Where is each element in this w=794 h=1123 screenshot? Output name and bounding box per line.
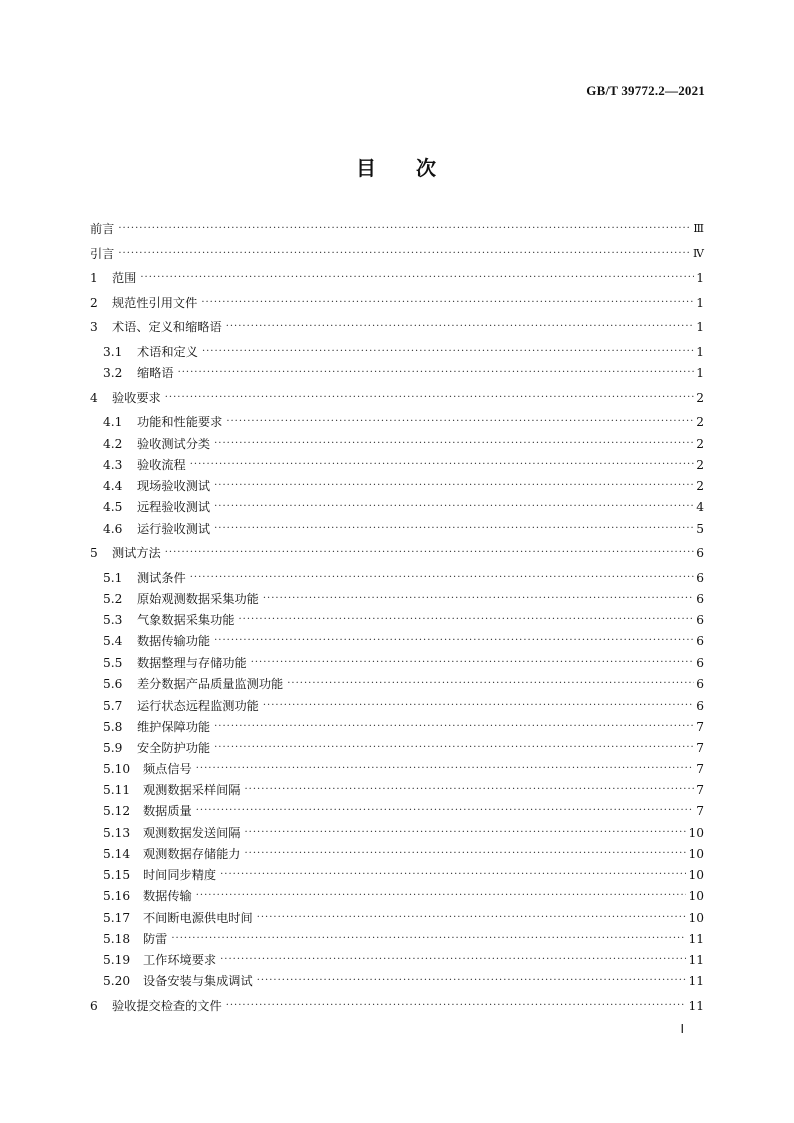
toc-entry-page: 7: [696, 719, 704, 734]
toc-entry[interactable]: [90, 996, 704, 1016]
toc-entry-number: 3.1: [103, 344, 123, 359]
toc-entry-page: 6: [696, 655, 704, 670]
toc-entry-title: 观测数据存储能力: [143, 846, 241, 861]
toc-entry[interactable]: [90, 268, 704, 288]
toc-entry-title: 规范性引用文件: [112, 295, 198, 310]
toc-entry[interactable]: [90, 653, 704, 673]
toc-dot-leader: [190, 568, 694, 588]
toc-entry-number: 4.3: [103, 458, 123, 472]
toc-entry-page: 10: [688, 825, 704, 840]
toc-entry-title: 前言: [90, 222, 115, 236]
toc-entry[interactable]: [90, 780, 704, 800]
toc-entry-page: 1: [696, 320, 704, 334]
toc-entry-page: 10: [688, 910, 704, 925]
toc-entry-number: 5.3: [103, 613, 123, 627]
page-number: Ⅰ: [680, 1022, 684, 1036]
toc-entry[interactable]: [90, 455, 704, 475]
toc-entry-page: 6: [696, 592, 704, 606]
toc-dot-leader: [263, 696, 694, 716]
toc-dot-leader: [214, 434, 694, 454]
toc-entry[interactable]: [90, 908, 704, 928]
toc-entry-number: 5.2: [103, 592, 123, 606]
toc-entry-title: 维护保障功能: [137, 719, 211, 734]
toc-entry-number: 1: [90, 271, 98, 285]
toc-entry[interactable]: [90, 696, 704, 716]
toc-entry-page: 6: [696, 613, 704, 627]
toc-entry[interactable]: [90, 434, 704, 454]
toc-entry-number: 5.8: [103, 719, 123, 734]
toc-entry-page: 7: [696, 783, 704, 797]
toc-entry[interactable]: [90, 801, 704, 821]
toc-dot-leader: [196, 759, 694, 779]
toc-entry-number: 4.2: [103, 436, 123, 451]
toc-entry-number: 5.12: [103, 804, 131, 818]
toc-entry-title: 引言: [90, 246, 115, 261]
toc-entry-page: Ⅳ: [693, 246, 704, 260]
toc-entry[interactable]: [90, 497, 704, 517]
toc-entry[interactable]: [90, 971, 704, 991]
toc-dot-leader: [226, 996, 687, 1016]
toc-dot-leader: [263, 589, 694, 609]
toc-dot-leader: [239, 610, 695, 630]
toc-entry-page: 11: [688, 953, 704, 967]
standard-number: GB/T 39772.2—2021: [586, 83, 705, 98]
toc-entry-number: 3.2: [103, 366, 123, 380]
toc-entry-title: 测试条件: [137, 570, 186, 585]
toc-entry[interactable]: [90, 317, 704, 337]
toc-dot-leader: [118, 244, 691, 264]
toc-entry-title: 数据传输功能: [137, 634, 211, 648]
toc-entry-number: 4.6: [103, 521, 123, 536]
toc-entry[interactable]: [90, 342, 704, 362]
toc-entry-title: 数据整理与存储功能: [137, 655, 247, 670]
toc-entry-page: 2: [696, 479, 704, 493]
toc-entry-number: 4: [90, 390, 98, 405]
toc-entry-title: 差分数据产品质量监测功能: [137, 677, 284, 691]
toc-entry-title: 验收要求: [112, 390, 161, 405]
toc-entry-page: 11: [688, 998, 704, 1013]
toc-dot-leader: [214, 519, 694, 539]
toc-entry-page: 11: [688, 931, 704, 946]
toc-entry-page: 6: [696, 634, 704, 648]
toc-entry-number: 2: [90, 295, 98, 310]
toc-entry-number: 5.16: [103, 889, 131, 903]
toc-dot-leader: [245, 844, 687, 864]
toc-entry-number: 5.18: [103, 931, 131, 946]
toc-entry[interactable]: [90, 929, 704, 949]
toc-entry-page: 2: [696, 390, 704, 405]
toc-entry-title: 设备安装与集成调试: [143, 974, 253, 988]
toc-dot-leader: [287, 674, 694, 694]
toc-entry-title: 运行验收测试: [137, 521, 211, 536]
toc-entry-title: 原始观测数据采集功能: [137, 592, 259, 606]
toc-entry-number: 5.9: [103, 741, 123, 755]
toc-entry[interactable]: [90, 738, 704, 758]
toc-entry-number: 4.1: [103, 415, 123, 429]
toc-entry-title: 缩略语: [137, 366, 174, 380]
toc-entry-number: 4.4: [103, 479, 123, 493]
toc-dot-leader: [196, 886, 687, 906]
toc-entry-number: 5: [90, 546, 98, 560]
toc-entry-title: 观测数据采样间隔: [143, 783, 241, 797]
toc-entry-number: 5.20: [103, 974, 131, 988]
toc-entry-title: 验收测试分类: [137, 436, 211, 451]
toc-entry[interactable]: [90, 519, 704, 539]
toc-dot-leader: [245, 780, 695, 800]
toc-entry[interactable]: [90, 363, 704, 383]
toc-dot-leader: [202, 342, 694, 362]
toc-entry-page: 7: [696, 804, 704, 818]
toc-entry[interactable]: [90, 388, 704, 408]
toc-entry-number: 5.6: [103, 677, 123, 691]
toc-dot-leader: [165, 388, 694, 408]
toc-entry[interactable]: [90, 759, 704, 779]
toc-entry-title: 防雷: [143, 931, 168, 946]
toc-entry-page: Ⅲ: [693, 222, 704, 235]
toc-entry-number: 5.4: [103, 634, 123, 648]
toc-entry-title: 范围: [112, 271, 137, 285]
toc-entry-number: 5.15: [103, 868, 131, 882]
toc-entry-page: 1: [696, 295, 704, 310]
toc-dot-leader: [140, 268, 694, 288]
toc-entry-title: 时间同步精度: [143, 868, 217, 882]
toc-entry[interactable]: [90, 543, 704, 563]
toc-entry-title: 验收流程: [137, 458, 186, 472]
toc-entry-page: 6: [696, 546, 704, 560]
toc-entry[interactable]: [90, 823, 704, 843]
toc-dot-leader: [257, 908, 687, 928]
toc-entry-page: 1: [696, 271, 704, 285]
toc-entry-title: 安全防护功能: [137, 741, 211, 755]
toc-entry-number: 5.13: [103, 825, 131, 840]
toc-entry-number: 5.19: [103, 953, 131, 967]
toc-entry-title: 运行状态远程监测功能: [137, 698, 259, 713]
toc-entry[interactable]: [90, 631, 704, 651]
toc-entry-number: 3: [90, 320, 98, 334]
toc-entry-number: 6: [90, 998, 98, 1013]
toc-dot-leader: [226, 412, 694, 432]
toc-entry-title: 验收提交检查的文件: [112, 998, 222, 1013]
toc-dot-leader: [214, 476, 694, 496]
toc-dot-leader: [214, 497, 694, 517]
toc-entry[interactable]: [90, 412, 704, 432]
toc-entry[interactable]: [90, 950, 704, 970]
toc-entry[interactable]: [90, 610, 704, 630]
toc-dot-leader: [190, 455, 694, 475]
toc-entry-page: 6: [696, 570, 704, 585]
toc-dot-leader: [214, 717, 694, 737]
toc-entry-number: 5.1: [103, 570, 123, 585]
toc-entry-page: 10: [688, 846, 704, 861]
toc-entry[interactable]: [90, 844, 704, 864]
toc-entry-title: 工作环境要求: [143, 953, 217, 967]
toc-entry[interactable]: [90, 476, 704, 496]
toc-dot-leader: [196, 801, 694, 821]
toc-dot-leader: [214, 631, 694, 651]
toc-entry[interactable]: [90, 886, 704, 906]
toc-dot-leader: [178, 363, 694, 383]
toc-entry-page: 6: [696, 698, 704, 713]
toc-dot-leader: [220, 865, 686, 885]
toc-entry[interactable]: [90, 865, 704, 885]
toc-entry-title: 气象数据采集功能: [137, 613, 235, 627]
toc-dot-leader: [214, 738, 694, 758]
toc-entry-title: 数据传输: [143, 889, 192, 903]
toc-entry-page: 2: [696, 436, 704, 451]
toc-entry-page: 1: [696, 344, 704, 359]
toc-entry-page: 7: [696, 762, 704, 776]
toc-entry[interactable]: [90, 244, 704, 264]
toc-entry-number: 5.10: [103, 762, 131, 776]
toc-dot-leader: [201, 293, 694, 313]
toc-entry-number: 5.11: [103, 783, 131, 797]
toc-entry[interactable]: [90, 568, 704, 588]
toc-entry-title: 远程验收测试: [137, 500, 211, 514]
page-title-part1: 目: [356, 156, 378, 180]
toc-entry[interactable]: [90, 293, 704, 313]
toc-entry-number: 5.17: [103, 910, 131, 925]
toc-entry-number: 5.7: [103, 698, 123, 713]
toc-entry-page: 10: [688, 889, 704, 903]
page-title: [0, 152, 794, 181]
toc-entry[interactable]: [90, 589, 704, 609]
toc-dot-leader: [251, 653, 694, 673]
toc-entry-page: 11: [688, 974, 704, 988]
toc-entry-number: 5.14: [103, 846, 131, 861]
toc-entry[interactable]: [90, 674, 704, 694]
toc-entry-page: 4: [696, 500, 704, 514]
toc-entry-title: 现场验收测试: [137, 479, 211, 493]
toc-entry-title: 频点信号: [143, 762, 192, 776]
toc-entry-page: 2: [696, 458, 704, 472]
toc-entry[interactable]: [90, 219, 704, 239]
toc-entry-page: 6: [696, 677, 704, 691]
toc-entry-page: 7: [696, 741, 704, 755]
toc-entry-title: 观测数据发送间隔: [143, 825, 241, 840]
toc-entry-title: 测试方法: [112, 546, 161, 560]
toc-dot-leader: [118, 219, 691, 239]
toc-dot-leader: [165, 543, 694, 563]
toc-entry-title: 术语和定义: [137, 344, 198, 359]
toc-entry-title: 数据质量: [143, 804, 192, 818]
toc-dot-leader: [257, 971, 687, 991]
toc-entry-title: 术语、定义和缩略语: [112, 320, 222, 334]
toc-entry-page: 5: [696, 521, 704, 536]
page-title-part2: 次: [416, 156, 438, 180]
toc-entry-title: 不间断电源供电时间: [143, 910, 253, 925]
toc-dot-leader: [245, 823, 687, 843]
toc-entry-number: 5.5: [103, 655, 123, 670]
toc-entry-number: 4.5: [103, 500, 123, 514]
toc-entry-page: 2: [696, 415, 704, 429]
toc-entry[interactable]: [90, 717, 704, 737]
toc-dot-leader: [220, 950, 686, 970]
toc-entry-page: 10: [688, 868, 704, 882]
toc-entry-title: 功能和性能要求: [137, 415, 223, 429]
toc-dot-leader: [226, 317, 694, 337]
toc-dot-leader: [171, 929, 686, 949]
toc-entry-page: 1: [696, 366, 704, 380]
